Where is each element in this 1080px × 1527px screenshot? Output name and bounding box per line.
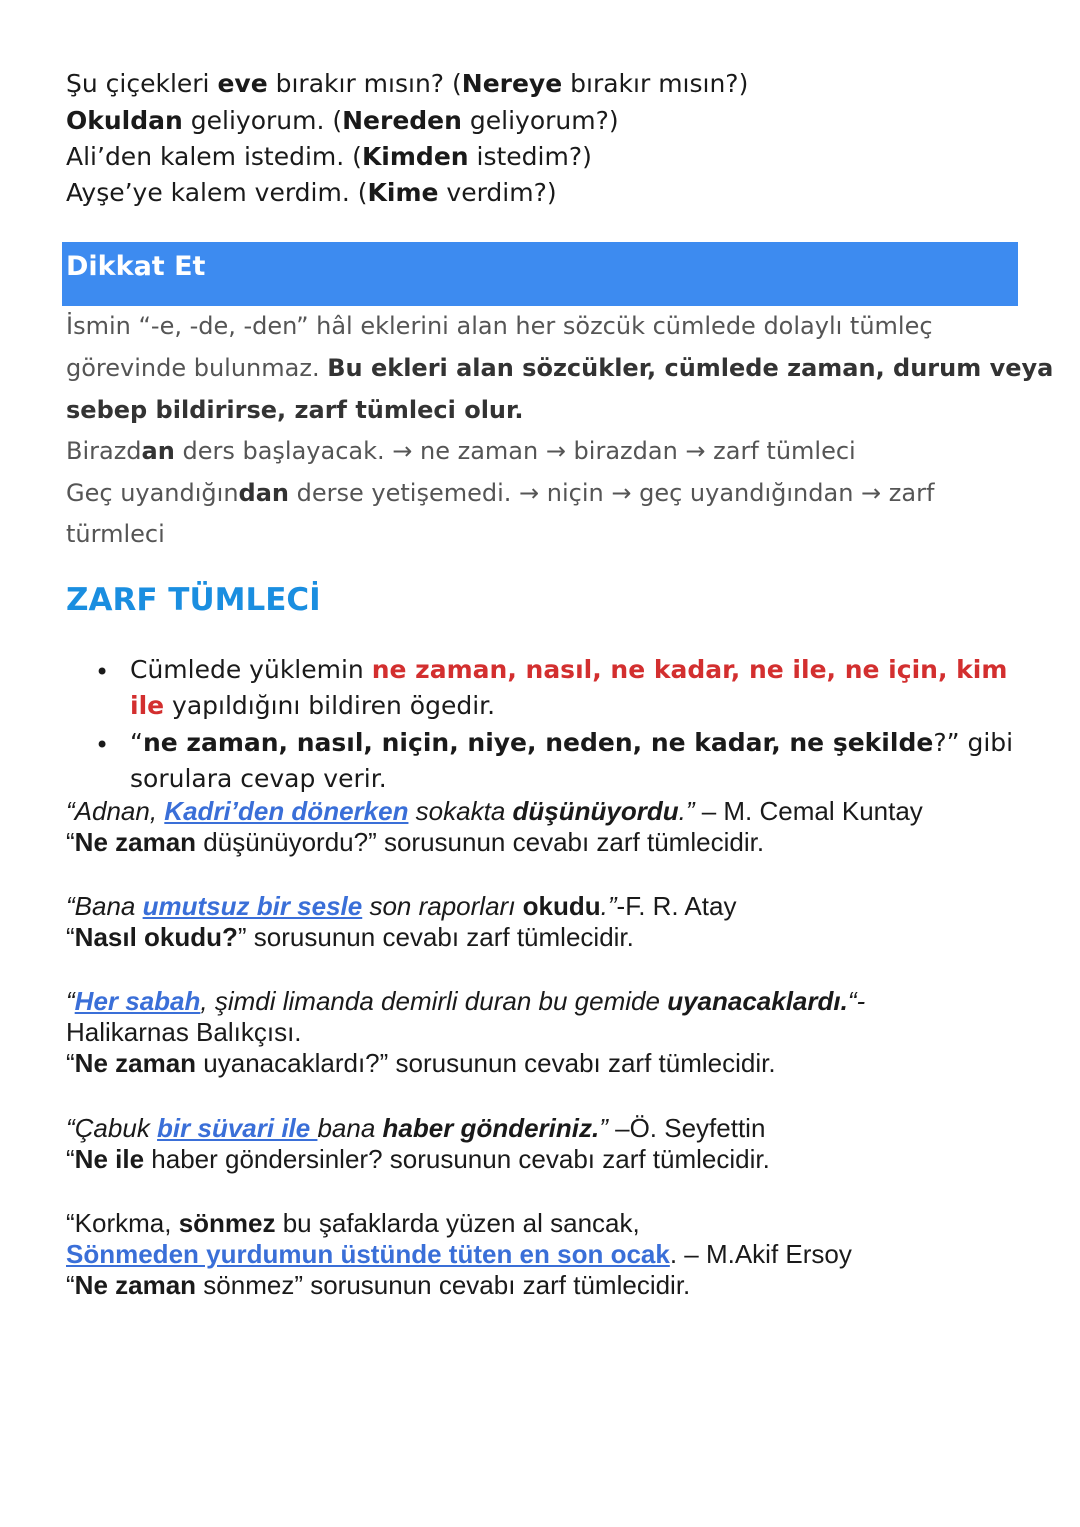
note-example-2: Geç uyandığından derse yetişemedi. → niçin → geç uyandığından → zarf [66, 479, 935, 507]
example-5-answer: “Ne zaman sönmez” sorusunun cevabı zarf tümlecidir. [66, 1270, 691, 1300]
example-2-answer: “Nasıl okudu?” sorusunun cevabı zarf tümlecidir. [66, 922, 634, 952]
example-4-answer: “Ne ile haber göndersinler? sorusunun cevabı zarf tümlecidir. [66, 1144, 770, 1174]
bullet-1-line-1: Cümlede yüklemin ne zaman, nasıl, ne kadar, ne ile, ne için, kim [130, 655, 1008, 684]
bullet-dot-icon: • [95, 658, 110, 686]
intro-line-3: Ali’den kalem istedim. (Kimden istedim?) [66, 142, 592, 171]
note-line-1: İsmin “-e, -de, -den” hâl eklerini alan her sözcük cümlede dolaylı tümleç [66, 312, 933, 340]
bullet-2-line-2: sorulara cevap verir. [130, 764, 387, 793]
intro-line-4: Ayşe’ye kalem verdim. (Kime verdim?) [66, 178, 557, 207]
intro-line-2: Okuldan geliyorum. (Nereden geliyorum?) [66, 106, 619, 135]
example-2-quote: “Bana umutsuz bir sesle son raporları okudu.”-F. R. Atay [66, 891, 737, 921]
section-title: ZARF TÜMLECİ [66, 582, 321, 618]
note-example-2-cont: türmleci [66, 520, 165, 548]
note-line-2: görevinde bulunmaz. Bu ekleri alan sözcükler, cümlede zaman, durum veya [66, 354, 1054, 382]
intro-line-1: Şu çiçekleri eve bırakır mısın? (Nereye bırakır mısın?) [66, 69, 749, 98]
example-5-quote-line-1: “Korkma, sönmez bu şafaklarda yüzen al sancak, [66, 1208, 640, 1238]
note-example-1: Birazdan ders başlayacak. → ne zaman → birazdan → zarf tümleci [66, 437, 856, 465]
example-3-author: Halikarnas Balıkçısı. [66, 1017, 302, 1047]
bullet-2-line-1: “ne zaman, nasıl, niçin, niye, neden, ne kadar, ne şekilde?” gibi [130, 728, 1014, 757]
example-1-answer: “Ne zaman düşünüyordu?” sorusunun cevabı zarf tümlecidir. [66, 827, 765, 857]
dikkat-banner [62, 242, 1018, 306]
example-3-answer: “Ne zaman uyanacaklardı?” sorusunun cevabı zarf tümlecidir. [66, 1048, 776, 1078]
note-line-3: sebep bildirirse, zarf tümleci olur. [66, 396, 524, 424]
example-3-quote: “Her sabah, şimdi limanda demirli duran bu gemide uyanacaklardı.“- [66, 986, 866, 1016]
bullet-dot-icon: • [95, 731, 110, 759]
dikkat-title: Dikkat Et [66, 251, 206, 282]
example-1-quote: “Adnan, Kadri’den dönerken sokakta düşünüyordu.” – M. Cemal Kuntay [66, 796, 923, 826]
bullet-1-line-2: ile yapıldığını bildiren ögedir. [130, 691, 496, 720]
example-5-quote-line-2: Sönmeden yurdumun üstünde tüten en son ocak. – M.Akif Ersoy [66, 1239, 852, 1269]
example-4-quote: “Çabuk bir süvari ile bana haber gönderiniz.” –Ö. Seyfettin [66, 1113, 766, 1143]
